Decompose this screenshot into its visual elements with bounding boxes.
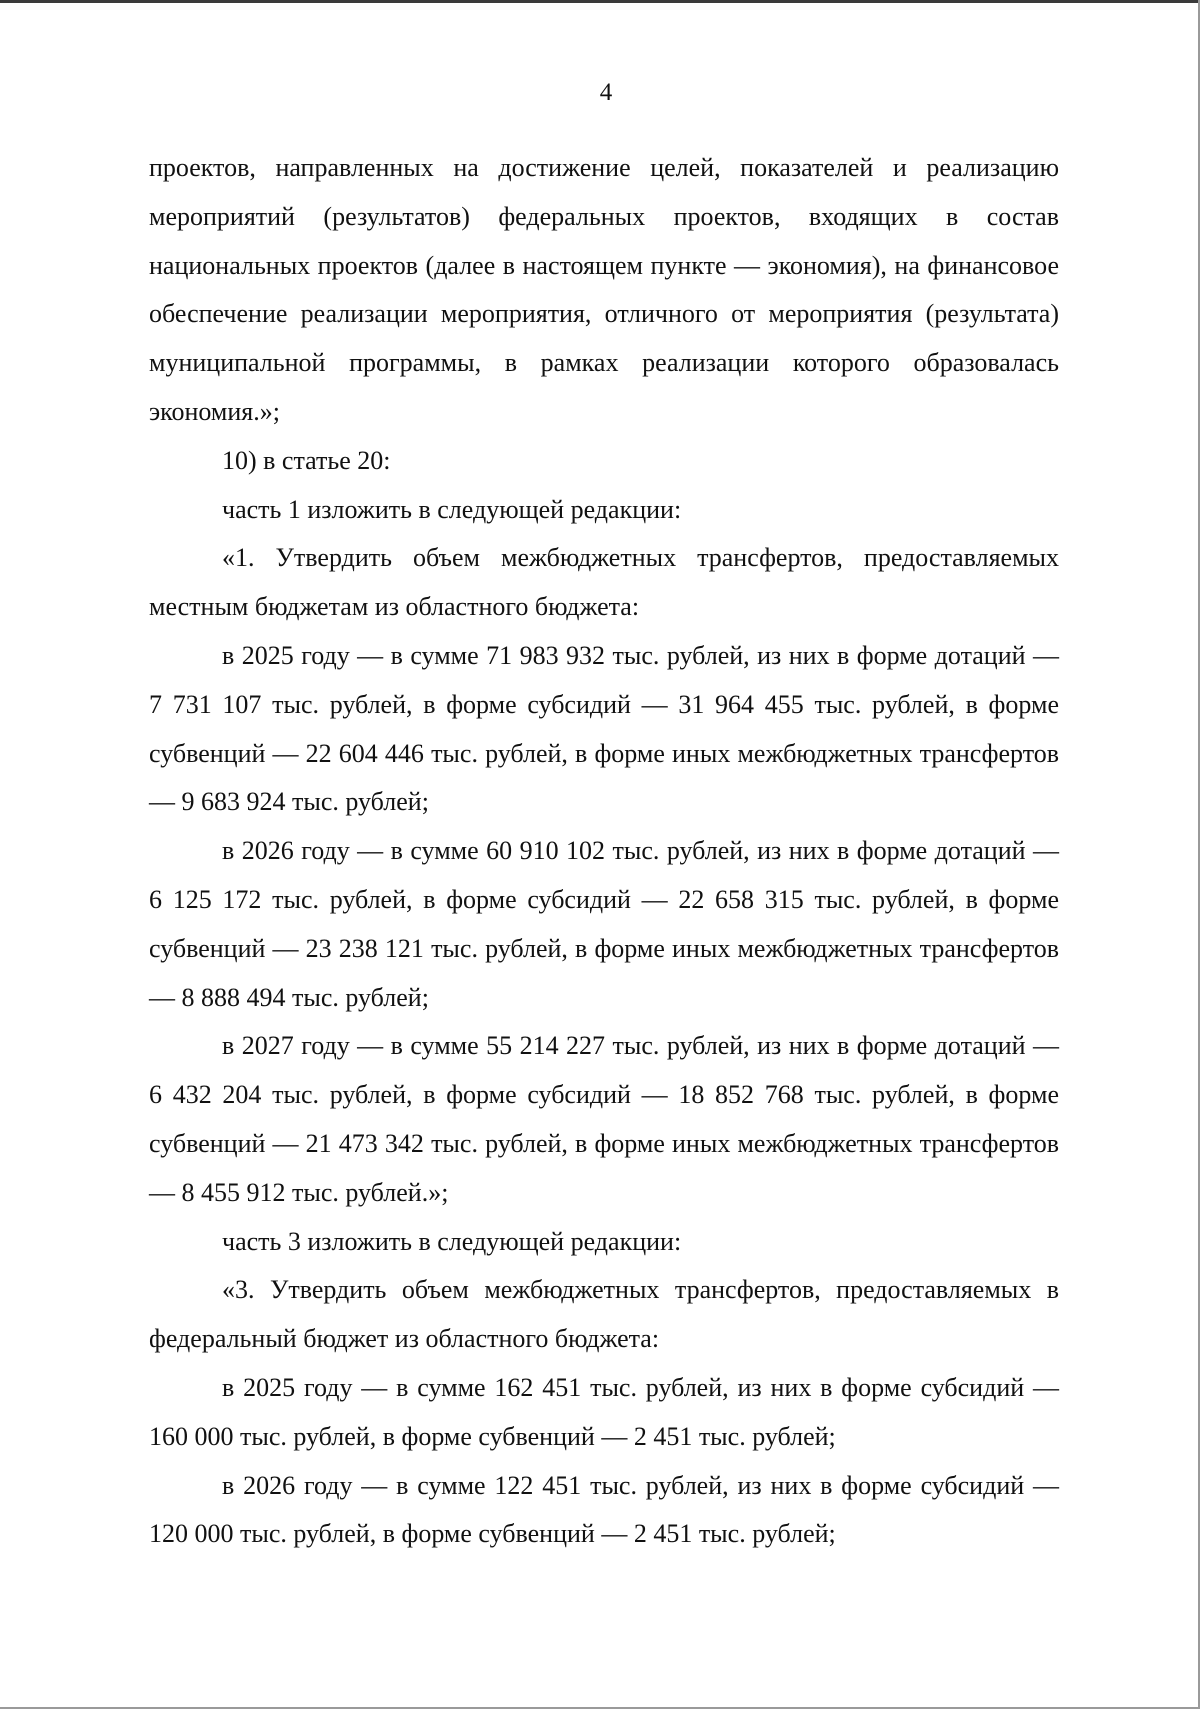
paragraph-federal-2025: в 2025 году — в сумме 162 451 тыс. рублей, из них в форме субсидий — 160 000 тыс. рублей, в форме субвенций — 2 451 тыс. рублей; <box>149 1372 1059 1451</box>
page-number: 4 <box>599 79 613 106</box>
document-body <box>149 144 1059 1559</box>
paragraph-item-10: 10) в статье 20: <box>222 445 391 475</box>
paragraph-part1-text: «1. Утвердить объем межбюджетных трансфертов, предоставляемых местным бюджетам из областного бюджета: <box>149 543 1059 622</box>
paragraph-federal-2026: в 2026 году — в сумме 122 451 тыс. рублей, из них в форме субсидий — 120 000 тыс. рублей, в форме субвенций — 2 451 тыс. рублей; <box>149 1470 1059 1549</box>
paragraph-part1-intro: часть 1 изложить в следующей редакции: <box>222 494 682 524</box>
paragraph-continuation: проектов, направленных на достижение целей, показателей и реализацию мероприятий (результатов) федеральных проектов, входящих в состав национальных проектов (далее в настоящем пункте — экономия), на финансовое обеспечение реализации мероприятия, отличного от мероприятия (результата) муниципальной программы, в рамках реализации которого образовалась экономия.»; <box>149 153 1059 426</box>
paragraph-local-2025: в 2025 году — в сумме 71 983 932 тыс. рублей, из них в форме дотаций — 7 731 107 тыс. рублей, в форме субсидий — 31 964 455 тыс. рублей, в форме субвенций — 22 604 446 тыс. рублей, в форме иных межбюджетных трансфертов — 9 683 924 тыс. рублей; <box>149 640 1059 817</box>
paragraph-part3-intro: часть 3 изложить в следующей редакции: <box>222 1226 682 1256</box>
paragraph-local-2026: в 2026 году — в сумме 60 910 102 тыс. рублей, из них в форме дотаций — 6 125 172 тыс. рублей, в форме субсидий — 22 658 315 тыс. рублей, в форме субвенций — 23 238 121 тыс. рублей, в форме иных межбюджетных трансфертов — 8 888 494 тыс. рублей; <box>149 836 1059 1012</box>
paragraph-part3-text: «3. Утвердить объем межбюджетных трансфертов, предоставляемых в федеральный бюджет из областного бюджета: <box>149 1275 1059 1354</box>
paragraph-local-2027: в 2027 году — в сумме 55 214 227 тыс. рублей, из них в форме дотаций — 6 432 204 тыс. рублей, в форме субсидий — 18 852 768 тыс. рублей, в форме субвенций — 21 473 342 тыс. рублей, в форме иных межбюджетных трансфертов — 8 455 912 тыс. рублей.»; <box>149 1031 1059 1207</box>
scan-edge-top <box>0 0 1200 3</box>
